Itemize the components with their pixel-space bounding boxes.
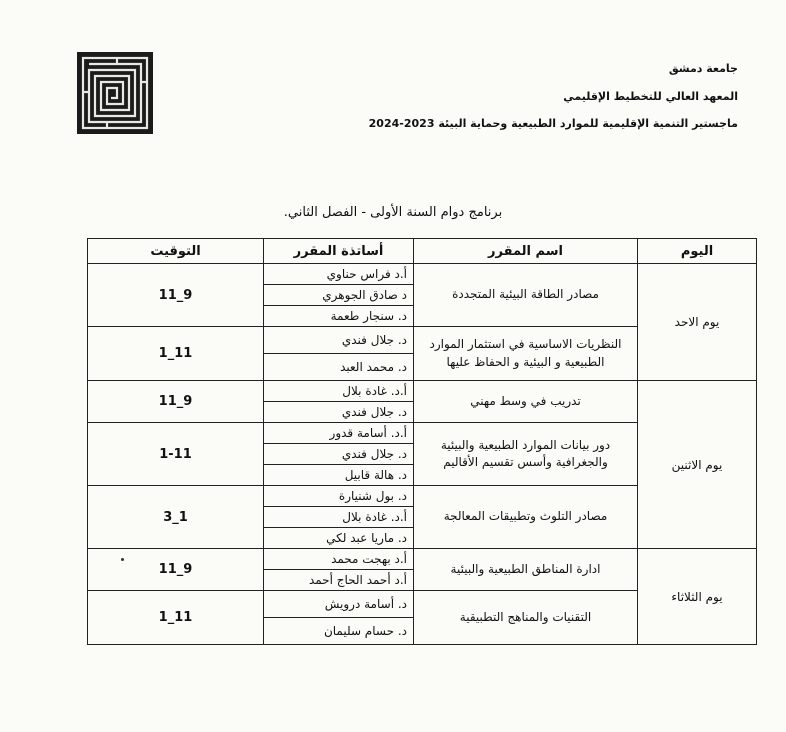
prof-cell: د. سنجار طعمة — [264, 306, 414, 327]
header-day: اليوم — [638, 239, 757, 264]
table-row — [88, 264, 757, 285]
prof-cell: د. هالة قابيل — [264, 465, 414, 486]
university-name: جامعة دمشق — [668, 62, 738, 75]
day-cell: يوم الثلاثاء — [638, 549, 757, 645]
time-cell: 1-11 — [88, 423, 264, 486]
program-name: ماجستير التنمية الإقليمية للموارد الطبيعية وحماية البيئة 2023-2024 — [368, 117, 738, 130]
course-cell: تدريب في وسط مهني — [414, 381, 638, 423]
table-row — [88, 381, 757, 402]
prof-cell: أ.د بهجت محمد — [264, 549, 414, 570]
day-cell: يوم الاثنين — [638, 381, 757, 549]
prof-cell: أ.د. أسامة قدور — [264, 423, 414, 444]
time-cell: 3_1 — [88, 486, 264, 549]
prof-cell: د. ماريا عبد لكي — [264, 528, 414, 549]
prof-cell: د. بول شنيارة — [264, 486, 414, 507]
prof-cell: أ.د. غادة بلال — [264, 507, 414, 528]
course-cell: مصادر الطاقة البيئية المتجددة — [414, 264, 638, 327]
prof-cell: د. جلال فندي — [264, 402, 414, 423]
day-cell: يوم الاحد — [638, 264, 757, 381]
course-cell: ادارة المناطق الطبيعية والبيئية — [414, 549, 638, 591]
prof-cell: أ.د فراس حناوي — [264, 264, 414, 285]
table-header-row — [88, 239, 757, 264]
header-course: اسم المقرر — [414, 239, 638, 264]
prof-cell: د. أسامة درويش — [264, 591, 414, 618]
time-cell: 1_11 — [88, 327, 264, 381]
schedule-table — [87, 238, 757, 645]
prof-cell: أ.د. غادة بلال — [264, 381, 414, 402]
institute-logo — [77, 52, 153, 134]
institute-name: المعهد العالي للتخطيط الإقليمي — [563, 90, 738, 103]
time-cell: 11_9 — [88, 264, 264, 327]
course-cell: النظريات الاساسية في استثمار الموارد الطبيعية و البيئية و الحفاظ عليها — [414, 327, 638, 381]
time-cell: 11_9 — [88, 381, 264, 423]
course-cell: التقنيات والمناهج التطبيقية — [414, 591, 638, 645]
time-cell: 1_11 — [88, 591, 264, 645]
table-row — [88, 549, 757, 570]
prof-cell: د صادق الجوهري — [264, 285, 414, 306]
course-cell: دور بيانات الموارد الطبيعية والبيئية والجغرافية وأسس تقسيم الأقاليم — [414, 423, 638, 486]
prof-cell: أ.د أحمد الحاج أحمد — [264, 570, 414, 591]
header-time: التوقيت — [88, 239, 264, 264]
prof-cell: د. محمد العبد — [264, 354, 414, 381]
time-cell: 11_9 — [88, 549, 264, 591]
prof-cell: د. جلال فندي — [264, 327, 414, 354]
schedule-title: برنامج دوام السنة الأولى - الفصل الثاني. — [283, 205, 503, 220]
prof-cell: د. حسام سليمان — [264, 618, 414, 645]
prof-cell: د. جلال فندي — [264, 444, 414, 465]
header-prof: أساتذة المقرر — [264, 239, 414, 264]
course-cell: مصادر التلوث وتطبيقات المعالجة — [414, 486, 638, 549]
